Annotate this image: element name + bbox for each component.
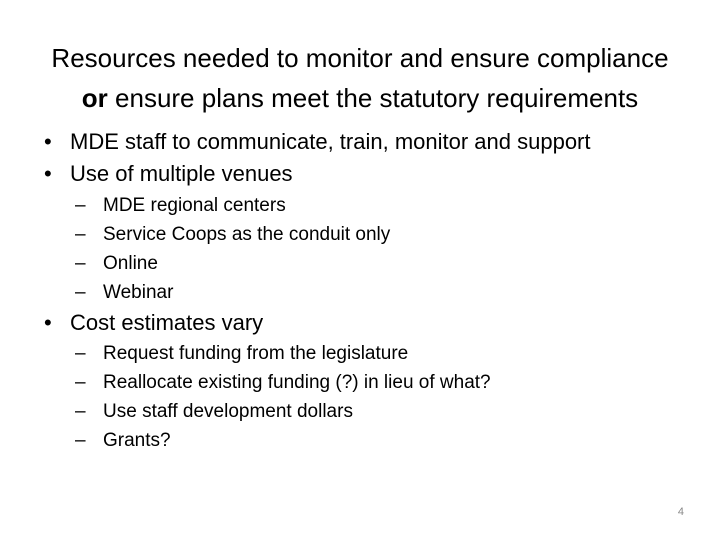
bullet-mark: •	[44, 310, 52, 335]
title-line-2-rest: ensure plans meet the statutory requirements	[107, 83, 639, 113]
sub-bullet-item	[75, 399, 353, 425]
title-line-2	[0, 78, 720, 118]
bullet-text: Cost estimates vary	[70, 310, 264, 335]
sub-bullet-text: MDE regional centers	[103, 195, 286, 216]
sub-bullet-text: Service Coops as the conduit only	[103, 224, 391, 245]
sub-bullet-text: Reallocate existing funding (?) in lieu of what?	[103, 372, 491, 393]
title-line-1: Resources needed to monitor and ensure compliance	[51, 43, 669, 73]
dash-mark: –	[75, 253, 86, 274]
bullet-item	[44, 128, 591, 156]
sub-bullet-item	[75, 428, 171, 454]
dash-mark: –	[75, 372, 86, 393]
sub-bullet-item	[75, 341, 408, 367]
sub-bullet-text: Grants?	[103, 430, 171, 451]
dash-mark: –	[75, 224, 86, 245]
sub-bullet-item	[75, 280, 173, 306]
sub-bullet-text: Request funding from the legislature	[103, 343, 409, 364]
bullet-item	[44, 160, 293, 188]
dash-mark: –	[75, 195, 86, 216]
sub-bullet-item	[75, 370, 491, 396]
dash-mark: –	[75, 430, 86, 451]
title-or-emphasis: or	[81, 83, 108, 113]
bullet-text: Use of multiple venues	[70, 161, 293, 186]
dash-mark: –	[75, 401, 86, 422]
sub-bullet-text: Use staff development dollars	[103, 401, 353, 422]
sub-bullet-item	[75, 251, 158, 277]
slide-title	[0, 38, 720, 118]
dash-mark: –	[75, 343, 86, 364]
dash-mark: –	[75, 282, 86, 303]
bullet-mark: •	[44, 129, 52, 154]
bullet-mark: •	[44, 161, 52, 186]
sub-bullet-text: Online	[103, 253, 158, 274]
sub-bullet-item	[75, 222, 390, 248]
bullet-item	[44, 309, 263, 337]
bullet-text: MDE staff to communicate, train, monitor and support	[70, 129, 591, 154]
page-number: 4	[677, 506, 684, 518]
sub-bullet-text: Webinar	[103, 282, 174, 303]
sub-bullet-item	[75, 193, 286, 219]
